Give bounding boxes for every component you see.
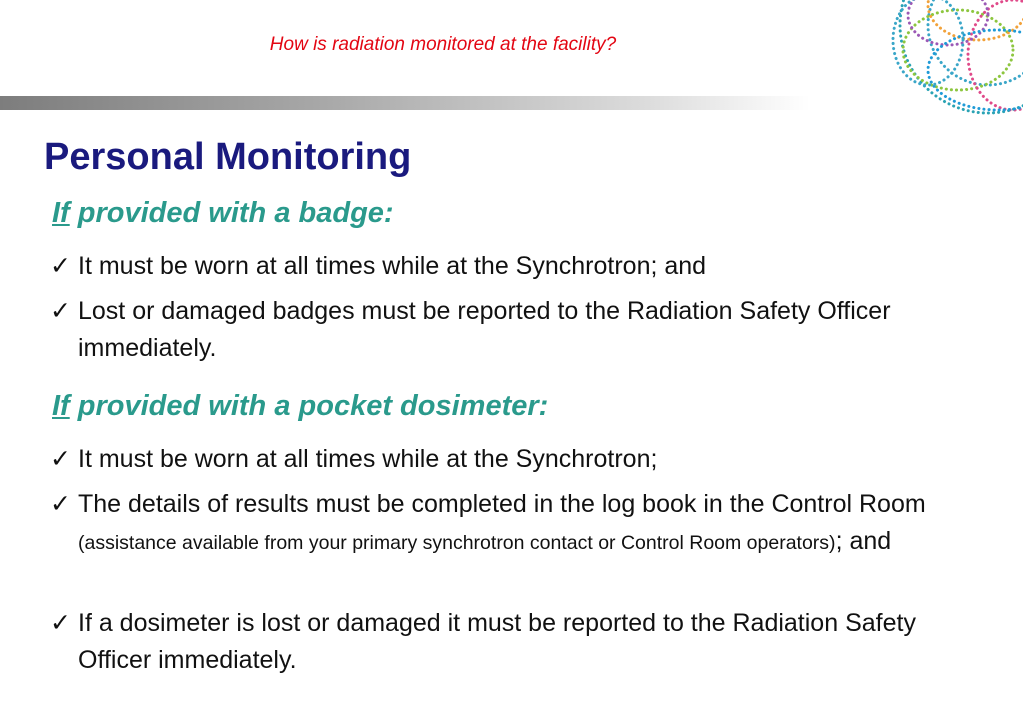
checkmark-icon: ✓	[50, 445, 71, 473]
heading-if-word: If	[52, 390, 70, 422]
list-item-main-text: The details of results must be completed in the log book in the Control Room	[78, 490, 926, 518]
section-heading-badge	[52, 197, 394, 230]
list-item	[50, 605, 990, 679]
list-item-end-text: ; and	[835, 527, 892, 555]
checkmark-icon: ✓	[50, 490, 71, 518]
header-divider-bar	[0, 96, 810, 110]
slide-title: Personal Monitoring	[44, 136, 412, 178]
heading-if-word: If	[52, 197, 70, 229]
list-item	[50, 248, 990, 285]
list-item-text: It must be worn at all times while at the Synchrotron; and	[78, 252, 707, 280]
list-item-text: Lost or damaged badges must be reported to the Radiation Safety Officer immediately.	[78, 297, 891, 362]
logo-rings	[893, 0, 1023, 113]
section-heading-dosimeter	[52, 390, 548, 423]
list-item-note-text: (assistance available from your primary synchrotron contact or Control Room operators)	[78, 532, 836, 554]
checkmark-icon: ✓	[50, 609, 71, 637]
list-item-text	[78, 486, 990, 562]
list-item	[50, 486, 990, 562]
heading-text: provided with a badge:	[69, 197, 394, 229]
list-item-text: If a dosimeter is lost or damaged it must be reported to the Radiation Safety Officer immediately.	[78, 609, 916, 674]
list-item	[50, 293, 990, 367]
dotted-sphere-logo	[838, 0, 1023, 122]
heading-text: provided with a pocket dosimeter:	[69, 390, 549, 422]
checkmark-icon: ✓	[50, 297, 71, 325]
list-item-text: It must be worn at all times while at the Synchrotron;	[78, 445, 658, 473]
checkmark-icon: ✓	[50, 252, 71, 280]
header-question: How is radiation monitored at the facility?	[269, 34, 617, 55]
list-item	[50, 441, 990, 478]
